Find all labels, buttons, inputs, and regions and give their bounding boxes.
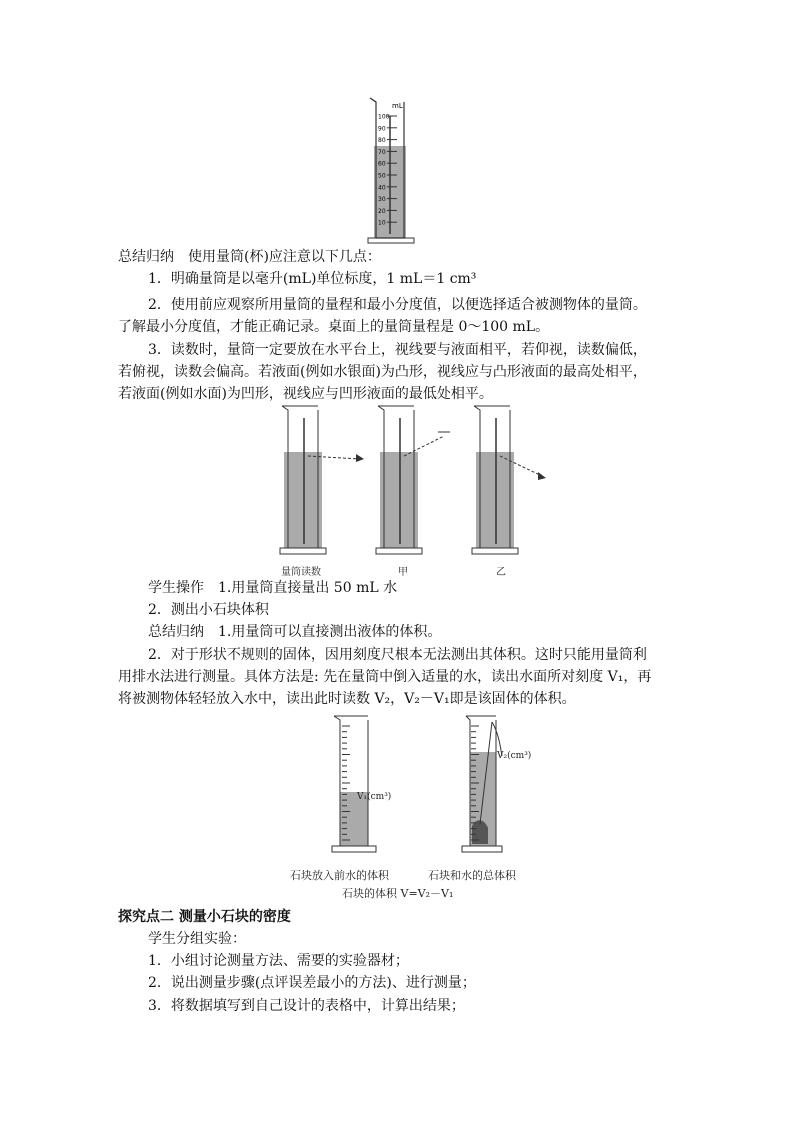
tick-label: 40 bbox=[378, 184, 386, 192]
step-3: 3．将数据填写到自己设计的表格中，计算出结果； bbox=[148, 998, 465, 1014]
summary-point-2b: 了解最小分度值，才能正确记录。桌面上的量筒量程是 0～100 mL。 bbox=[118, 319, 550, 335]
caption-formula: 石块的体积 V=V₂－V₁ bbox=[342, 887, 454, 900]
tick-label: 20 bbox=[378, 207, 386, 215]
cylinder-after bbox=[462, 716, 502, 852]
step-2: 2．说出测量步骤(点评误差最小的方法)、进行测量； bbox=[148, 975, 476, 991]
tick-label: 80 bbox=[378, 137, 386, 145]
tick-label: 70 bbox=[378, 148, 386, 156]
section-intro: 学生分组实验： bbox=[148, 931, 246, 947]
caption-yi: 乙 bbox=[496, 567, 506, 578]
student-op-2: 2．测出小石块体积 bbox=[148, 602, 269, 618]
label-v1: V₁(cm³) bbox=[357, 792, 392, 802]
caption-reading: 量筒读数 bbox=[281, 567, 321, 578]
cylinder-view-jia bbox=[376, 406, 450, 554]
step-1: 1．小组讨论测量方法、需要的实验器材； bbox=[148, 953, 409, 969]
reading-angle-figure bbox=[278, 404, 578, 560]
tick-label: 50 bbox=[378, 172, 386, 180]
caption-before: 石块放入前水的体积 bbox=[290, 869, 389, 882]
cylinder-unit: mL bbox=[392, 102, 403, 110]
summary2-line1: 总结归纳 1.用量筒可以直接测出液体的体积。 bbox=[148, 624, 442, 640]
section-title: 探究点二 测量小石块的密度 bbox=[118, 909, 291, 925]
summary-point-1: 1．明确量筒是以毫升(mL)单位标度，1 mL＝1 cm³ bbox=[148, 271, 477, 287]
caption-after: 石块和水的总体积 bbox=[428, 869, 516, 882]
summary2-line2c: 将被测物体轻轻放入水中，读出此时读数 V₂，V₂－V₁即是该固体的体积。 bbox=[118, 691, 576, 707]
summary-point-2a: 2．使用前应观察所用量筒的量程和最小分度值，以便选择适合被测物体的量筒。 bbox=[148, 297, 647, 313]
summary-heading: 总结归纳 使用量筒(杯)应注意以下几点： bbox=[118, 249, 381, 265]
tick-label: 90 bbox=[378, 125, 386, 133]
summary-point-3c: 若液面(例如水面)为凹形，视线应与凹形液面的最低处相平。 bbox=[118, 386, 493, 402]
summary2-line2a: 2．对于形状不规则的固体，因用刻度尺根本无法测出其体积。这时只能用量筒利 bbox=[148, 647, 647, 663]
graduated-cylinder-figure bbox=[360, 94, 430, 250]
label-v2: V₂(cm³) bbox=[497, 751, 532, 761]
cylinder-view-yi bbox=[472, 406, 546, 554]
cylinder-level-view bbox=[280, 406, 364, 554]
displacement-figure bbox=[320, 712, 550, 860]
tick-label: 100 bbox=[378, 113, 390, 121]
cylinder-before bbox=[332, 716, 376, 852]
summary2-line2b: 用排水法进行测量。具体方法是: 先在量筒中倒入适量的水，读出水面所对刻度 V₁，再 bbox=[118, 669, 652, 685]
tick-label: 60 bbox=[378, 160, 386, 168]
summary-point-3a: 3．读数时，量筒一定要放在水平台上，视线要与液面相平，若仰视，读数偏低， bbox=[148, 342, 647, 358]
tick-label: 10 bbox=[378, 219, 386, 227]
caption-jia: 甲 bbox=[398, 567, 408, 578]
student-op-1: 学生操作 1.用量筒直接量出 50 mL 水 bbox=[148, 580, 398, 596]
tick-label: 30 bbox=[378, 196, 386, 204]
summary-point-3b: 若俯视，读数会偏高。若液面(例如水银面)为凸形，视线应与凸形液面的最高处相平， bbox=[118, 364, 647, 380]
